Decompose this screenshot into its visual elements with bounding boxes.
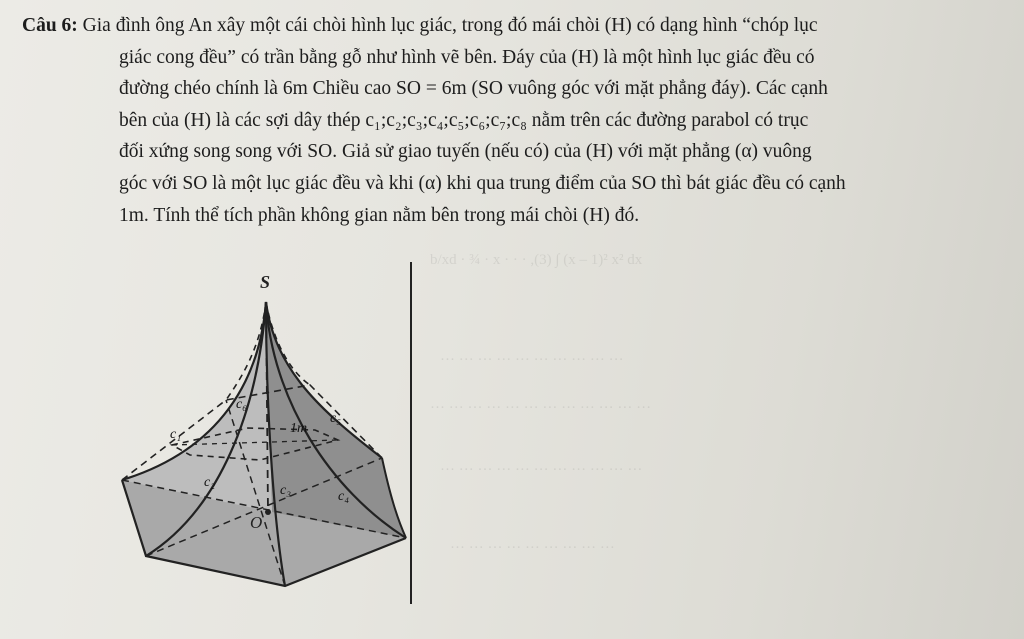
pavilion-roof-figure xyxy=(100,260,430,600)
show-through-text: b/xd · ¾ · x · · · ,(3) ∫ (x – 1)² x² dx xyxy=(430,252,643,268)
problem-line-text: Gia đình ông An xây một cái chòi hình lục giác, trong đó mái chòi (H) có dạng hình “chóp lục xyxy=(77,15,818,36)
apex-label: S xyxy=(260,272,271,292)
question-label: Câu 6: xyxy=(22,15,78,36)
curve-label-c3: c₃ xyxy=(280,483,292,498)
problem-line-6: góc với SO là một lục giác đều và khi (α) khi qua trung điểm của SO thì bát giác đều có cạnh xyxy=(119,172,846,194)
vertical-divider-line xyxy=(410,262,412,604)
problem-line-1 xyxy=(22,10,997,42)
problem-line-7: 1m. Tính thể tích phần không gian nằm bên trong mái chòi (H) đó. xyxy=(119,204,640,226)
problem-line-4: bên của (H) là các sợi dây thép c₁;c₂;c₃;c₄;c₅;c₆;c₇;c₈ nằm trên các đường parabol có trục xyxy=(119,109,809,131)
show-through-text: ··· ··· ··· ··· ··· ··· ··· ··· ··· ··· ··· ··· xyxy=(430,400,652,416)
section-label: 1m xyxy=(290,421,308,436)
problem-text xyxy=(22,10,997,231)
curve-label-c4: c₄ xyxy=(338,489,350,504)
curve-label-c5: c₅ xyxy=(330,411,342,426)
show-through-text: ··· ··· ··· ··· ··· ··· ··· ··· ··· xyxy=(450,540,615,556)
problem-line-2: giác cong đều” có trần bằng gỗ như hình vẽ bên. Đáy của (H) là một hình lục giác đều có xyxy=(119,46,815,68)
center-point-o xyxy=(265,509,271,515)
show-through-text: ··· ··· ··· ··· ··· ··· ··· ··· ··· ··· ··· xyxy=(440,462,643,478)
problem-line-5: đối xứng song song với SO. Giả sử giao tuyến (nếu có) của (H) với mặt phẳng (α) vuông xyxy=(119,141,812,163)
problem-line-3: đường chéo chính là 6m Chiều cao SO = 6m (SO vuông góc với mặt phẳng đáy). Các cạnh xyxy=(119,78,828,100)
curve-label-c2: c₂ xyxy=(204,475,216,490)
show-through-text: ··· ··· ··· ··· ··· ··· ··· ··· ··· ··· xyxy=(440,352,624,368)
curve-label-c1: c₁ xyxy=(170,427,182,442)
roof-surface-light xyxy=(122,302,272,512)
center-label: O xyxy=(250,513,263,532)
curve-label-c6: c₆ xyxy=(236,397,248,412)
